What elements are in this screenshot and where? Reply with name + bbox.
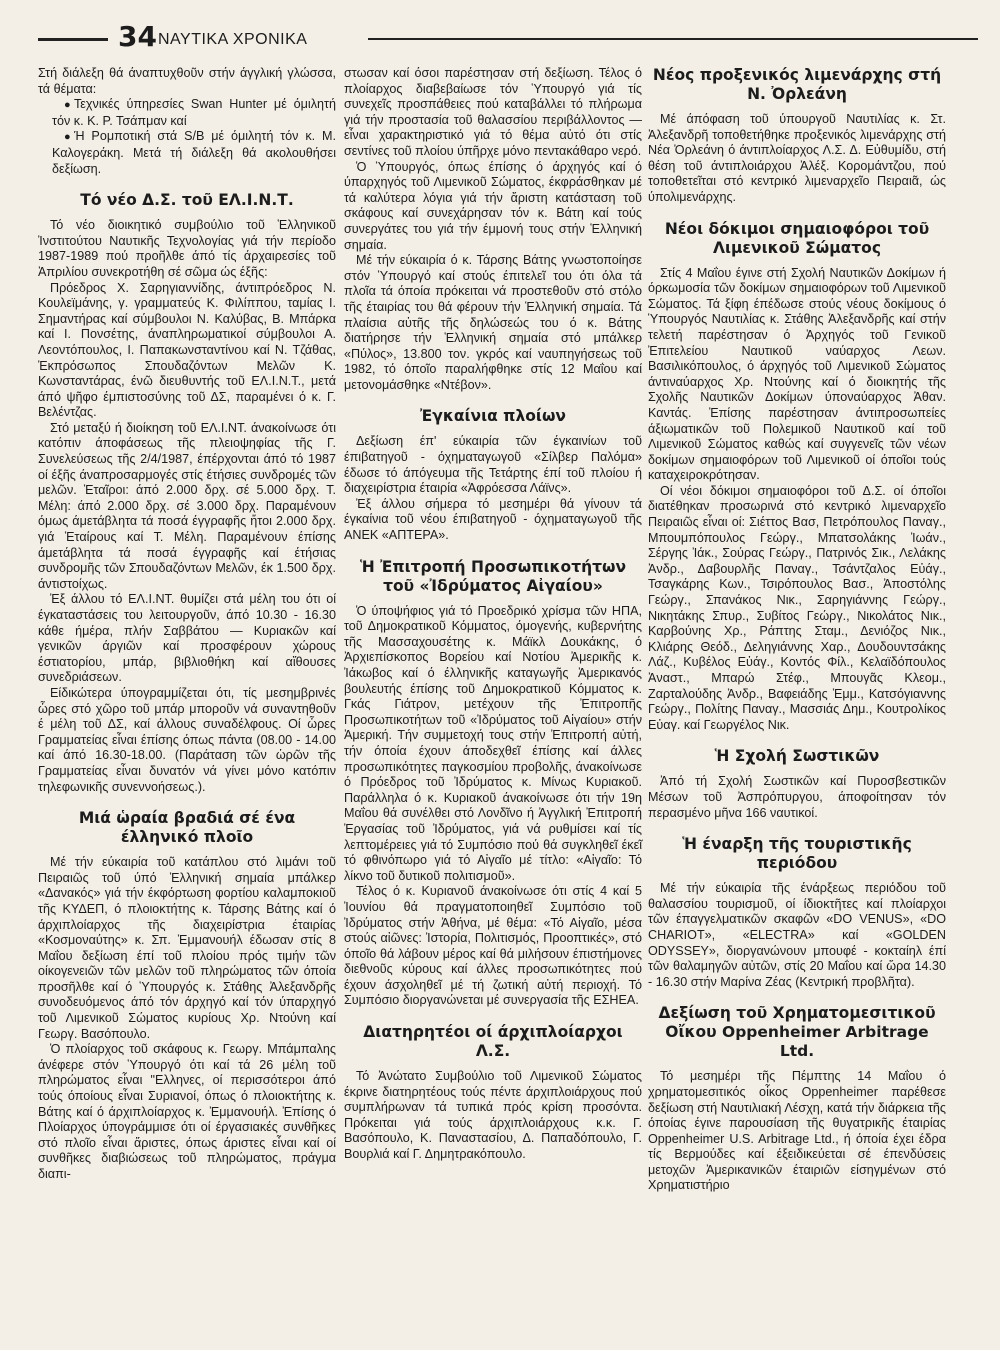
paragraph: Τό μεσημέρι τῆς Πέμπτης 14 Μαΐου ό χρηματομεσιτικός οἶκος Oppenheimer παρέθεσε δεξίωση στή Ναυτιλιακή Λέσχη, κατά τήν διάρκεια τῆς όποίας έγινε παρουσίαση τῆς θυγατρικῆς έταιρίας Oppenheimer U.S. Arbitrage Ltd., ή όποία έχει έδρα τίς Βερμούδες καί έξειδικεύεται σέ έπενδύσεις μετοχῶν Ἀμερικανικῶν έταιριῶν είσηγμένων στό Χρηματιστήριο (648, 1069, 946, 1193)
paragraph: Στίς 4 Μαΐου έγινε στή Σχολή Ναυτικῶν Δοκίμων ή όρκωμοσία τῶν δοκίμων σημαιοφόρων τοῦ Λιμενικοῦ Σώματος. Τά ξίφη έπέδωσε στούς νέους δοκίμους ό Ὑπουργός Ναυτιλίας κ. Στάθης Ἀλεξανδρῆς καί στήν τελετή παρέστησαν ό Ἀρχηγός τοῦ Γενικοῦ Ἐπιτελείου Ναυτικοῦ ναύαρχος Λεων. Βασιλικόπουλος, ό άρχηγός τοῦ Λιμενικοῦ Σώματος άντιναύαρχος Χρ. Ντούνης καί ό διοικητής τῆς Σχολῆς Ναυτικῶν Δοκίμων ύποναύαρχος Ἀθαν. Καντάς. Ἐπίσης παρέστησαν άντιπροσωπείες άξιωματικῶν τοῦ Πολεμικοῦ Ναυτικοῦ καί τοῦ Λιμενικοῦ Σώματος καθώς καί συγγενεῖς τῶν νέων δοκίμων σημαιοφόρων τοῦ Λιμενικοῦ οί όποῖοι τούς καταχειροκρότησαν. (648, 265, 946, 483)
paragraph: Ὁ Ὑπουργός, όπως έπίσης ό άρχηγός καί ό ύπαρχηγός τοῦ Λιμενικοῦ Σώματος, έκφράσθηκαν μέ τά καλύτερα λόγια γιά τήν ἄριστη κατάσταση τοῦ σκάφους καί συνεχάρησαν τόν κ. Βάτη καί τούς συνεργάτες του γιά τήν έμμονή τους στήν Ἑλληνική σημαία. (344, 159, 642, 252)
bullet-icon: ● (64, 99, 71, 112)
article-title-tourist: Ἡ έναρξη τῆς τουριστικῆς περιόδου (682, 835, 912, 873)
paragraph: Μέ τήν εύκαιρία ό κ. Τάρσης Βάτης γνωστοποίησε στόν Ὑπουργό καί στούς έπιτελεῖ του ότι όλα τά πλοῖα τά όποία πρόκειται νά προστεθοῦν στό στόλο τῆς έταιρίας του θά φέρουν τήν Ἑλληνική σημαία. Τά πλαίσια αὐτῆς τῆς δηλώσεώς του ό κ. Βάτης διατήρησε τήν Ἑλληνική σημαία στό μπάλκερ «Πύλος», 13.800 τον. γκρός καί ναυπηγήσεως τοῦ 1982, τό όποῖο παραλήφθηκε στίς 12 Μαΐου καί μετονομάσθηκε «Ντέβον». (344, 253, 642, 392)
paragraph: Ὁ ύποψήφιος γιά τό Προεδρικό χρίσμα τῶν ΗΠΑ, τοῦ Δημοκρατικοῦ Κόμματος, όμογενής, κυβερνήτης τῆς Μασσαχουσέτης κ. Μάϊκλ Δουκάκης, ό Ἀρχιεπίσκοπος Βορείου καί Νοτίου Ἀμερικῆς κ. Ἰάκωβος καί ό έλληνικῆς καταγωγῆς Ἀμερικανός βουλευτής έπίσης τοῦ Δημοκρατικοῦ Κόμματος κ. Γκάς Γιάτρον, μετέχουν τῆς Ἐπιτροπῆς Προσωπικοτήτων τοῦ «Ἰδρύματος τοῦ Αἰγαίου» στήν Ἀμερική. Τήν συμμετοχή τους στήν Ἐπιτροπή αὐτή, τήν όποία έχουν άποδεχθεῖ έπίσης καί άλλες προσωπικότητες παγκοσμίου προβολῆς, άνακοίνωσε ό Πρόεδρος τοῦ Ἰδρύματος κ. Μίνως Κυριακοῦ. Παράλληλα ό κ. Κυριακοῦ άνακοίνωσε ότι τήν 19η Μαΐου θά συνέλθει στό Λονδῖνο ή Ἀγγλική Ἐπιτροπή Ἐργασίας τοῦ Ἰδρύματος, γιά νά ρυθμίσει καί τίς λεπτομέρειες γιά τό Συμπόσιο πού θά συγκληθεῖ έκεῖ τό φθινόπωρο γιά τό Αἰγαῖο μέ τίτλο: «Αἰγαῖο: Τό λίκνο τοῦ δυτικοῦ πολιτισμοῦ». (344, 603, 642, 883)
paragraph: Ὁ πλοίαρχος τοῦ σκάφους κ. Γεωργ. Μπάμπαλης άνέφερε στόν Ὑπουργό ότι καί τά 26 μέλη τοῦ πληρώματος εἶναι "Ελληνες, οί περισσότεροι άπό τούς όποίους εἶναι Συριανοί, όπως ό πλοιοκτήτης κ. Βάτης καί ό άρχιπλοίαρχος κ. Ἐμμανουήλ. Ἐπίσης ό Πλοίαρχος ύπογράμμισε ότι οί έργασιακές συνθῆκες στό πλοῖο εἶναι ἄριστες, όπως άριστες εἶναι καί οί συνθῆκες διαβιώσεως τοῦ πληρώματος, πράγμα διαπι- (38, 1042, 336, 1181)
header-rule-left (38, 38, 108, 41)
lecture-bullet (38, 97, 336, 129)
paragraph: Μέ άπόφαση τοῦ ύπουργοῦ Ναυτιλίας κ. Στ. Ἀλεξανδρῆ τοποθετήθηκε προξενικός λιμενάρχης στή Νέα Ὀρλεάνη ό άντιπλοίαρχος Λ.Σ. Δ. Εὐθυμίδυ, στή θέση τοῦ άντιπλοιάρχου Ἀλέξ. Κορομάντζου, πού τοποθετεῖται στό κεντρικό λιμεναρχεῖο Πειραιᾶ, ώς ύπολιμενάρχης. (648, 112, 946, 204)
paragraph: Μέ τήν εύκαιρία τοῦ κατάπλου στό λιμάνι τοῦ Πειραιῶς τοῦ ύπό Ἑλληνική σημαία μπάλκερ «Δανακός» γιά τήν έκφόρτωση φορτίου καλαμποκιοῦ τῆς ΚΥΔΕΠ, ό πλοιοκτήτης κ. Τάρσης Βάτης καί ό άρχιπλοίαρχος τῆς διαχειρίστρια έταιρίας «Κοσμοναύτης» κ. Σπ. Ἐμμανουήλ έδωσαν στίς 8 Μαΐου δεξίωση έπί τοῦ πλοίου πρός τιμήν τῶν οίκογενειῶν τῶν μελῶν τοῦ πληρώματος τῶν όποία προσῆλθε καί ό Ὑπουργός κ. Στάθης Ἀλεξανδρῆς συνοδευόμενος άπό τόν άρχηγό καί τόν ύπαρχηγό τοῦ Λιμενικοῦ Σώματος κυρίους Χρ. Ντούνη καί Γεωργ. Βασόπουλο. (38, 855, 336, 1041)
paragraph: Δεξίωση έπ' εύκαιρία τῶν έγκαινίων τοῦ έπιβατηγοῦ - όχηματαγωγοῦ «Σίλβερ Παλόμα» έδωσε τό άπόγευμα τῆς Τετάρτης έπί τοῦ πλοίου ή διαχειρίστρια έταιρία «Ἀφρόεσσα Λάϊνς». (344, 434, 642, 496)
column-2 (344, 66, 642, 1163)
lecture-bullet (38, 129, 336, 177)
paragraph: Ἐξ άλλου σήμερα τό μεσημέρι θά γίνουν τά έγκαίνια τοῦ νέου έπιβατηγοῦ - όχηματαγωγοῦ τῆς ΑΝΕΚ «ΑΠΤΕΡΑ». (344, 496, 642, 543)
article-title-cadets: Νέοι δόκιμοι σημαιοφόροι τοῦ Λιμενικοῦ Σώματος (664, 219, 930, 257)
page-number: 34 (118, 20, 157, 53)
header-rule-right (368, 38, 978, 40)
paragraph: Τέλος ό κ. Κυριανοῦ άνακοίνωσε ότι στίς 4 καί 5 Ἰουνίου θά πραγματοποιηθεῖ Συμπόσιο τοῦ Ἰδρύματος στήν Ἀθήνα, μέ θέμα: «Τό Αἰγαῖο, μέσα στούς αἰῶνες: Ἰστορία, Πολιτισμός, Προοπτικές», στό όποῖο θά λάβουν μέρος καί θά μιλήσουν έπιστήμονες διεθνοῦς κύρους καί άλλες προσωπικότητες πού έχουν άσχοληθεῖ μέ τή ζωτική αὐτή περιοχή. Τό Συμπόσιο διοργανώνεται μέ συνεργασία τῆς ΕΣΗΕΑ. (344, 884, 642, 1008)
article-title-launch: Ἐγκαίνια πλοίων (420, 407, 566, 426)
column-3 (648, 66, 946, 1194)
article-title-lifesaving: Ἡ Σχολή Σωστικῶν (714, 747, 880, 766)
article-title-consul: Νέος προξενικός λιμενάρχης στή Ν. Ὀρλεάνη (652, 66, 942, 103)
article-title-eleint: Τό νέο Δ.Σ. τοῦ ΕΛ.Ι.Ν.Τ. (80, 191, 294, 210)
paragraph: Στό μεταξύ ή διοίκηση τοῦ ΕΛ.Ι.ΝΤ. άνακοίνωσε ότι κατόπιν άποφάσεως τῆς πλειοψηφίας τῆς Γ. Συνελεύσεως τῆς 2/4/1987, έπέρχονται άπό τό 1987 οί έξῆς άναπροσαρμογές στίς έτήσιες συνδρομές τῶν μελῶν. Ἑταῖροι: άπό 2.000 δρχ. σέ 5.000 δρχ. Τ. Μέλη: άπό 2.000 δρχ. σέ 3.000 δρχ. Παραμένουν όμως άμετάβλητα τά ποσά έγγραφῆς ἤτοι 2.000 δρχ. γιά Ἑταίρους καί Τ. Μέλη. Παραμένουν έπίσης άμετάβλητα τά ποσά έγγραφῆς καί έτήσιας συνδρομῆς τῶν Σπουδαζόντων Μελῶν, έκ 1.500 δρχ. άντιστοίχως. (38, 420, 336, 591)
paragraph: Ἀπό τή Σχολή Σωστικῶν καί Πυροσβεστικῶν Μέσων τοῦ Ἀσπρόπυργου, άποφοίτησαν τόν περασμένο μῆνα 166 ναυτικοί. (648, 774, 946, 820)
magazine-title: ΝΑΥΤΙΚΑ ΧΡΟΝΙΚΑ (158, 31, 308, 48)
paragraph: Είδικώτερα ύπογραμμίζεται ότι, τίς μεσημβρινές ὧρες στό χῶρο τοῦ μπάρ μποροῦν νά συναντηθοῦν έ μέλη τοῦ ΔΣ, καί άλλους συναδέλφους. Οί ὧρες Γραμματείας εἶναι έπίσης όπως πάντα (08.00 - 14.00 καί άπό 16.30-18.00. (Παράταση τῶν ὡρῶν τῆς Γραμματείας εἶναι δυνατόν νά γίνει μόνο κατόπιν τηλεφωνικῆς συνεννοήσεως.). (38, 685, 336, 794)
paragraph: Τό Ἀνώτατο Συμβούλιο τοῦ Λιμενικοῦ Σώματος έκρινε διατηρητέους τούς πέντε άρχιπλοιάρχους πού συμπλήρωναν τά τυπικά πρός κρίση προσόντα. Πρόκειται γιά τούς άρχιπλοιάρχους κ.κ. Γ. Βασόπουλο, Κ. Παναστασίου, Δ. Παπαδόπουλο, Γ. Βουρλιά καί Γ. Δημητρακόπουλο. (344, 1069, 642, 1162)
bullet-text: Ή Ρομποτική στά S/B μέ όμιλητή τόν κ. Μ. Καλογεράκη. Μετά τή διάλεξη θά ακολουθήσει δεξίωση. (52, 129, 336, 176)
paragraph: στωσαν καί όσοι παρέστησαν στή δεξίωση. Τέλος ό πλοίαρχος διαβεβαίωσε τόν Ὑπουργό γιά τίς συνεχεῖς προσπάθειες πού καταβάλλει τό πλήρωμα γιά τήν προστασία τοῦ θαλασσίου περιβάλλοντος — εἶναι χαρακτηριστικό γιά τό θέμα αὐτό ότι στίς σεντίνες τοῦ πλοίου ύπῆρχε μόνο πεντακάθαρο νερό. (344, 66, 642, 158)
article-title-captains: Διατηρητέοι οί άρχιπλοίαρχοι Λ.Σ. (363, 1023, 623, 1061)
paragraph: Πρόεδρος Χ. Σαρηγιαννίδης, άντιπρόεδρος Ν. Κουλεϊμάνης, γ. γραμματεύς Κ. Φιλίππου, ταμίας Ι. Σημαντήρας καί σύμβουλοι Ν. Καλύβας, Β. Μπάρκα καί Ι. Πονσέτης, άναπληρωματικοί σύμβουλοι Α. Λεοντόπουλος, Ι. Παπακωνσταντίνου καί Ν. Τζάθας, Ἐκπρόσωπος Σπουδαζόντων Μελῶν Κ. Κωνσταντάρας, ένῶ διευθυντής τοῦ ΕΛ.Ι.Ν.Τ., μετά άπό ψῆφο έμπιστοσύνης τοῦ ΔΣ, παραμένει ό κ. Γ. Βελέντζας. (38, 280, 336, 420)
paragraph: Τό νέο διοικητικό συμβούλιο τοῦ Ἑλληνικοῦ Ἰνστιτούτου Ναυτικῆς Τεχνολογίας γιά τήν περίοδο 1987-1989 πού προῆλθε άπό τίς άρχαιρεσίες τοῦ Ἀπριλίου συνεκροτήθη σέ σῶμα ώς έξῆς: (38, 218, 336, 279)
paragraph: Μέ τήν εύκαιρία τῆς ένάρξεως περιόδου τοῦ θαλασσίου τουρισμοῦ, οί ίδιοκτῆτες καί πλοίαρχοι τῶν έπαγγελματικῶν σκαφῶν «DO VENUS», «DO CHARIOT», «ELECTRA» καί «GOLDEN ODYSSEY», διοργανώνουν μπουφέ - κοκταίηλ έπί τῶν θαλαμηγῶν αὐτῶν, στίς 20 Μαΐου καί ὥρα 14.30 - 16.30 στήν Μαρίνα Ζέας (Κεντρική προβλῆτα). (648, 881, 946, 989)
lecture-intro: Στή διάλεξη θά άναπτυχθοῦν στήν άγγλική γλώσσα, τά θέματα: (38, 66, 336, 96)
bullet-text: Τεχνικές ύπηρεσίες Swan Hunter μέ όμιλητή τόν κ. Κ. Ρ. Τσάπμαν καί (52, 97, 336, 128)
page-header (38, 18, 978, 58)
article-title-evening: Μιά ὡραία βραδιά σέ ένα έλληνικό πλοῖο (78, 809, 296, 847)
bullet-icon: ● (64, 131, 71, 144)
paragraph: Οί νέοι δόκιμοι σημαιοφόροι τοῦ Δ.Σ. οί όποῖοι διατέθηκαν προσωρινά στό κεντρικό λιμεναρχεῖο Πειραιῶς εἶναι οί: Σιέττος Βασ, Πετρόπουλος Παναγ., Μπουμπόπουλος Γεώργ., Μπατσολάκης Ἰωάν., Σέργης Ἰάκ., Σούρας Γεώργ., Πατρινός Σικ., Λελάκης Ἀνδρ., Δαβουρλῆς Παναγ., Τσάντζαλος Εὐάγ., Τσαγκάρης Κων., Τσιρόπουλος Βασ., Ἀποστόλης Γεώργ., Σπανάκος Νικ., Σαρηγιάννης Γεώργ., Νικητάκης Σπυρ., Συβίτος Γεώργ., Νικολάτος Νικ., Καρβούνης Χρ., Ράπτης Σταμ., Δενιόζος Νικ., Κλιάρης Θεόδ., Δεληγιάννης Χαρ., Δουδουντσάκης Λάζ., Κυβέλος Εὐάγ., Κοντός Φίλ., Κελαϊδόπουλος Ἀναστ., Μπαρώ Στέφ., Μπουγᾶς Κλεομ., Ζαρταλούδης Ἀνδρ., Βαφειάδης Ἐμμ., Κατσόγιαννης Γεώργ., Πολίτης Παναγ., Μασσιάς Δημ., Κουτρολίκος Εὐαγ. καί Γεωργέλος Νικ. (648, 483, 946, 732)
article-title-oppenheimer: Δεξίωση τοῦ Χρηματομεσιτικοῦ Οἴκου Oppenheimer Arbitrage Ltd. (658, 1004, 936, 1061)
paragraph: Ἐξ άλλου τό ΕΛ.Ι.ΝΤ. θυμίζει στά μέλη του ότι οί έγκαταστάσεις του λειτουργοῦν, άπό 10.30 - 16.30 κάθε ήμέρα, πλήν Σαββάτου — Κυριακῶν καί γενικῶν άργιῶν καί προσφέρουν χώρους έστιατορίου, μπάρ, βιβλιοθήκη καί αἴθουσες συνεδριάσεων. (38, 592, 336, 685)
column-1 (38, 66, 336, 1183)
article-title-committee: Ἡ Ἐπιτροπή Προσωπικοτήτων τοῦ «Ἰδρύματος Αἰγαίου» (359, 557, 627, 595)
